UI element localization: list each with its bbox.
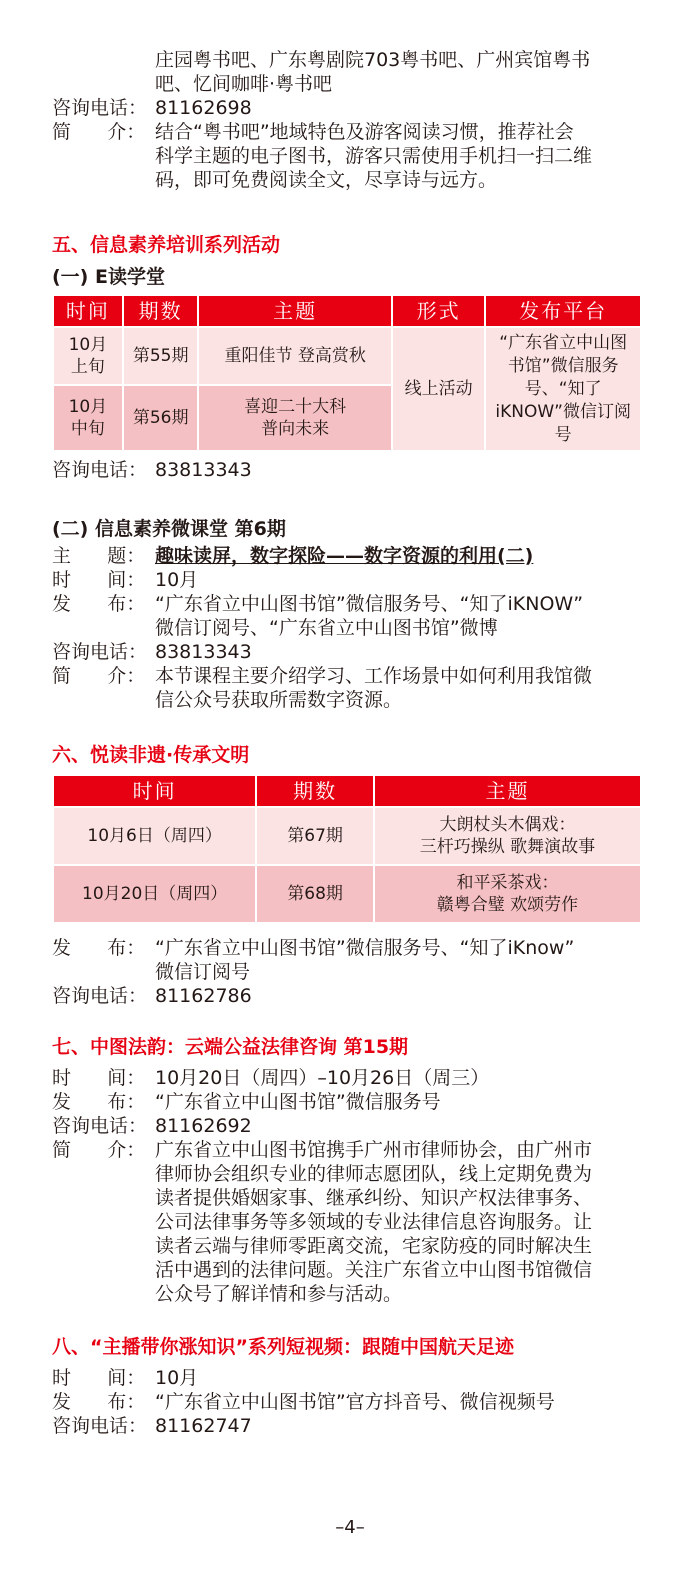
desc-text: 信公众号获取所需数字资源。 [155, 689, 403, 711]
section-8-title: 八、“主播带你涨知识”系列短视频：跟随中国航天足迹 [52, 1336, 514, 1358]
desc-text: 科学主题的电子图书，游客只需使用手机扫一扫二维 [155, 145, 593, 167]
venue-line: 吧、忆间咖啡·粤书吧 [155, 73, 333, 95]
section6-publish-row [52, 936, 648, 960]
topic-label: 主 题： [52, 545, 146, 567]
cell-topic: 喜迎二十大科普向未来 [198, 385, 391, 451]
cell-issue: 第55期 [123, 327, 199, 385]
phone-label: 咨询电话： [52, 97, 148, 119]
topic-line: 大朗杖头木偶戏： [439, 815, 576, 835]
publish-text: “广东省立中山图书馆”微信服务号、“知了iKNOW” [155, 593, 584, 615]
phone-label: 咨询电话： [52, 459, 148, 481]
publish-text: 微信订阅号、“广东省立中山图书馆”微博 [155, 617, 498, 639]
time-text: 10月 [155, 1367, 199, 1389]
topic-line: 赣粤合璧 欢颂劳作 [436, 895, 579, 915]
publish-label: 发 布： [52, 1391, 146, 1413]
time-label: 时 间： [52, 1067, 146, 1089]
cell-issue: 第68期 [256, 865, 374, 923]
section7-time-row [52, 1066, 648, 1090]
desc-label: 简 介： [52, 121, 146, 143]
phone-number: 83813343 [155, 459, 252, 481]
time-label: 时 间： [52, 569, 146, 591]
time-label: 时 间： [52, 1367, 146, 1389]
section-7-title: 七、中图法韵：云端公益法律咨询 第15期 [52, 1036, 409, 1058]
header-time: 时间 [53, 295, 123, 327]
section-5-title: 五、信息素养培训系列活动 [52, 234, 281, 256]
header-issue: 期数 [256, 775, 374, 807]
topic-line: 三杆巧操纵 歌舞演故事 [419, 837, 596, 857]
cell-platform: “广东省立中山图书馆”微信服务号、“知了iKNOW”微信订阅号 [485, 327, 641, 451]
section6-phone-row [52, 984, 648, 1008]
section8-phone-row [52, 1414, 648, 1438]
publish-text: “广东省立中山图书馆”官方抖音号、微信视频号 [155, 1391, 555, 1413]
desc-text: 广东省立中山图书馆携手广州市律师协会，由广州市 [155, 1139, 593, 1161]
phone-label: 咨询电话： [52, 1415, 148, 1437]
time-text: 10月20日（周四）–10月26日（周三） [155, 1067, 490, 1089]
section-5-sub1-title: (一) E读学堂 [52, 266, 165, 288]
publish-text: “广东省立中山图书馆”微信服务号 [155, 1091, 441, 1113]
table-row [53, 865, 641, 923]
header-issue: 期数 [123, 295, 199, 327]
cell-time: 10月上旬 [53, 327, 123, 385]
section7-phone-row [52, 1114, 648, 1138]
venue-line: 庄园粤书吧、广东粤剧院703粤书吧、广州宾馆粤书 [155, 49, 591, 71]
cell-topic [374, 865, 641, 923]
intro-block [52, 0, 648, 192]
sub2-phone-row [52, 640, 648, 664]
desc-text: 律师协会组织专业的律师志愿团队，线上定期免费为 [155, 1163, 593, 1185]
cell-topic [374, 807, 641, 865]
publish-text: “广东省立中山图书馆”微信服务号、“知了iKnow” [155, 937, 575, 959]
intro-phone-row [52, 96, 648, 120]
topic-line: 和平采茶戏： [456, 873, 559, 893]
desc-text: 公司法律事务等多领域的专业法律信息咨询服务。让 [155, 1211, 593, 1233]
sub2-topic-row [52, 544, 648, 568]
phone-number: 83813343 [155, 641, 252, 663]
cell-issue: 第67期 [256, 807, 374, 865]
phone-label: 咨询电话： [52, 985, 148, 1007]
phone-label: 咨询电话： [52, 641, 148, 663]
cell-form: 线上活动 [392, 327, 486, 451]
section7-desc-row [52, 1138, 648, 1162]
section-6-title: 六、悦读非遗·传承文明 [52, 744, 250, 766]
desc-text: 活中遇到的法律问题。关注广东省立中山图书馆微信 [155, 1259, 593, 1281]
sub2-publish-row [52, 592, 648, 616]
desc-text: 读者云端与律师零距离交流，宅家防疫的同时解决生 [155, 1235, 593, 1257]
header-time: 时间 [53, 775, 256, 807]
desc-text: 码，即可免费阅读全文，尽享诗与远方。 [155, 169, 498, 191]
publish-label: 发 布： [52, 593, 146, 615]
phone-number: 81162747 [155, 1415, 252, 1437]
desc-text: 结合“粤书吧”地域特色及游客阅读习惯，推荐社会 [155, 121, 574, 143]
desc-label: 简 介： [52, 1139, 146, 1161]
cell-topic: 重阳佳节 登高赏秋 [198, 327, 391, 385]
publish-label: 发 布： [52, 937, 146, 959]
table-header-row [53, 295, 641, 327]
publish-label: 发 布： [52, 1091, 146, 1113]
publish-text: 微信订阅号 [155, 961, 251, 983]
phone-number: 81162692 [155, 1115, 252, 1137]
desc-text: 本节课程主要介绍学习、工作场景中如何利用我馆微 [155, 665, 593, 687]
header-platform: 发布平台 [485, 295, 641, 327]
phone-number: 81162698 [155, 97, 252, 119]
cell-issue: 第56期 [123, 385, 199, 451]
table-row [53, 327, 641, 385]
desc-text: 读者提供婚姻家事、继承纠纷、知识产权法律事务、 [155, 1187, 593, 1209]
page-number: –4– [335, 1517, 365, 1538]
sub2-time-row [52, 568, 648, 592]
desc-label: 简 介： [52, 665, 146, 687]
header-topic: 主题 [374, 775, 641, 807]
phone-label: 咨询电话： [52, 1115, 148, 1137]
heritage-table [52, 774, 642, 924]
section8-time-row [52, 1366, 648, 1390]
section-5-sub2-title: (二) 信息素养微课堂 第6期 [52, 518, 286, 540]
cell-time: 10月6日（周四） [53, 807, 256, 865]
section8-publish-row [52, 1390, 648, 1414]
desc-text: 公众号了解详情和参与活动。 [155, 1283, 403, 1305]
cell-time: 10月中旬 [53, 385, 123, 451]
intro-desc-row [52, 120, 648, 144]
sub1-phone-row [52, 458, 648, 482]
table-header-row [53, 775, 641, 807]
page-content [52, 0, 648, 1438]
e-learning-table [52, 294, 642, 452]
header-topic: 主题 [198, 295, 391, 327]
section7-publish-row [52, 1090, 648, 1114]
table-row [53, 807, 641, 865]
sub2-desc-row [52, 664, 648, 688]
time-text: 10月 [155, 569, 199, 591]
topic-text: 趣味读屏，数字探险——数字资源的利用(二) [155, 545, 534, 567]
header-form: 形式 [392, 295, 486, 327]
phone-number: 81162786 [155, 985, 252, 1007]
cell-time: 10月20日（周四） [53, 865, 256, 923]
